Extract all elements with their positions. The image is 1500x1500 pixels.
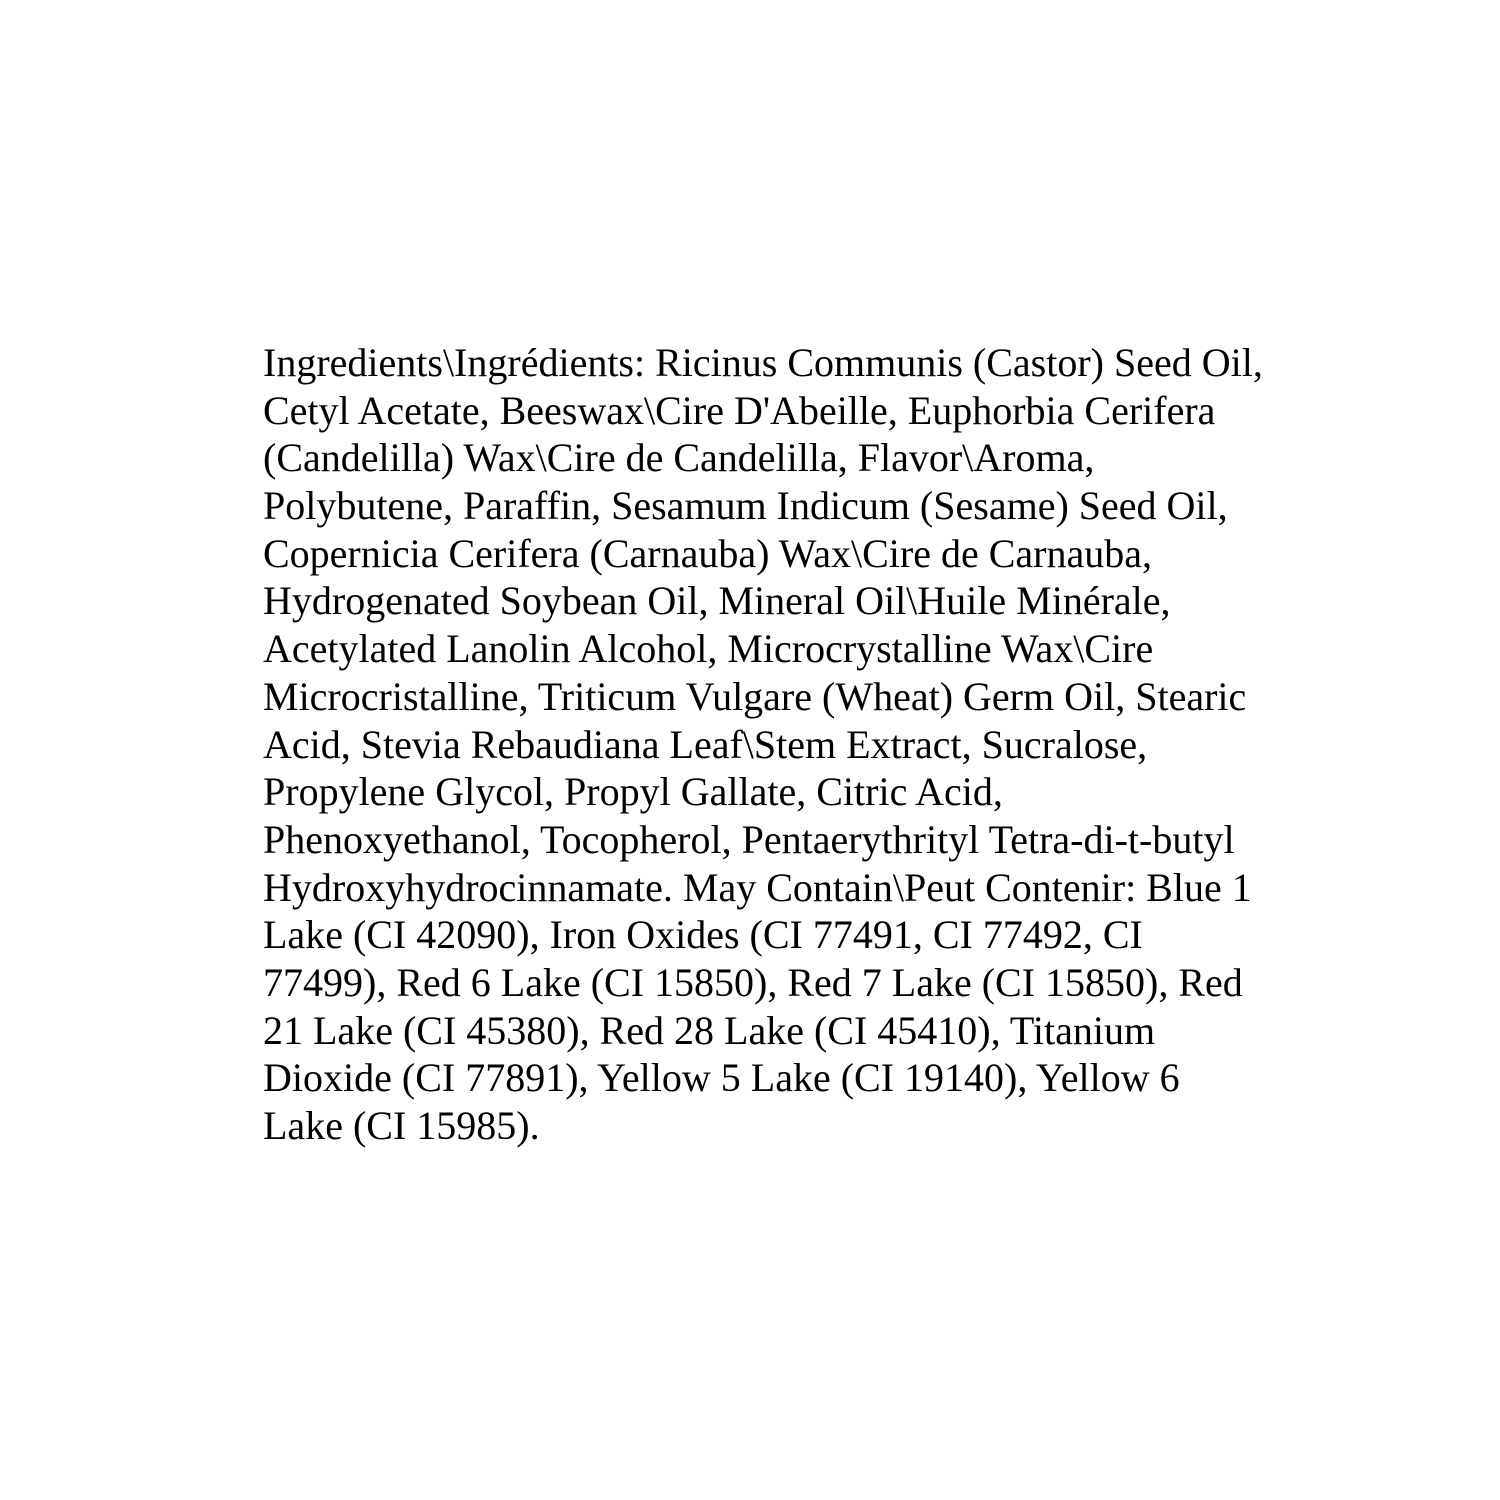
- ingredients-text-line: Microcristalline, Triticum Vulgare (Wheat) Germ Oil, Stearic: [263, 673, 1247, 719]
- ingredients-text-line: (Candelilla) Wax\Cire de Candelilla, Flavor\Aroma,: [263, 435, 1095, 481]
- ingredients-text-line: Hydrogenated Soybean Oil, Mineral Oil\Huile Minérale,: [263, 578, 1171, 624]
- ingredients-text-line: Hydroxyhydrocinnamate. May Contain\Peut Contenir: Blue 1: [263, 864, 1252, 910]
- ingredients-text-line: Copernicia Cerifera (Carnauba) Wax\Cire de Carnauba,: [263, 530, 1152, 576]
- ingredients-text-line: Propylene Glycol, Propyl Gallate, Citric Acid,: [263, 769, 1003, 815]
- ingredients-text-line: Lake (CI 15985).: [263, 1103, 540, 1148]
- ingredients-text-block: [263, 339, 1273, 1150]
- ingredients-text-line: Dioxide (CI 77891), Yellow 5 Lake (CI 19140), Yellow 6: [263, 1055, 1180, 1101]
- ingredients-text-line: Polybutene, Paraffin, Sesamum Indicum (Sesame) Seed Oil,: [263, 483, 1228, 529]
- ingredients-text-line: Acetylated Lanolin Alcohol, Microcrystalline Wax\Cire: [263, 626, 1154, 672]
- ingredients-text-line: Ingredients\Ingrédients: Ricinus Communis (Castor) Seed Oil,: [263, 340, 1263, 385]
- ingredients-text-line: 77499), Red 6 Lake (CI 15850), Red 7 Lake (CI 15850), Red: [263, 959, 1243, 1005]
- ingredients-text-line: Cetyl Acetate, Beeswax\Cire D'Abeille, Euphorbia Cerifera: [263, 387, 1216, 433]
- ingredients-text-line: Phenoxyethanol, Tocopherol, Pentaerythrityl Tetra-di-t-butyl: [263, 816, 1235, 862]
- ingredients-text-line: Acid, Stevia Rebaudiana Leaf\Stem Extract, Sucralose,: [263, 721, 1148, 767]
- ingredients-text-line: 21 Lake (CI 45380), Red 28 Lake (CI 45410), Titanium: [263, 1007, 1156, 1053]
- ingredients-text-line: Lake (CI 42090), Iron Oxides (CI 77491, CI 77492, CI: [263, 912, 1143, 958]
